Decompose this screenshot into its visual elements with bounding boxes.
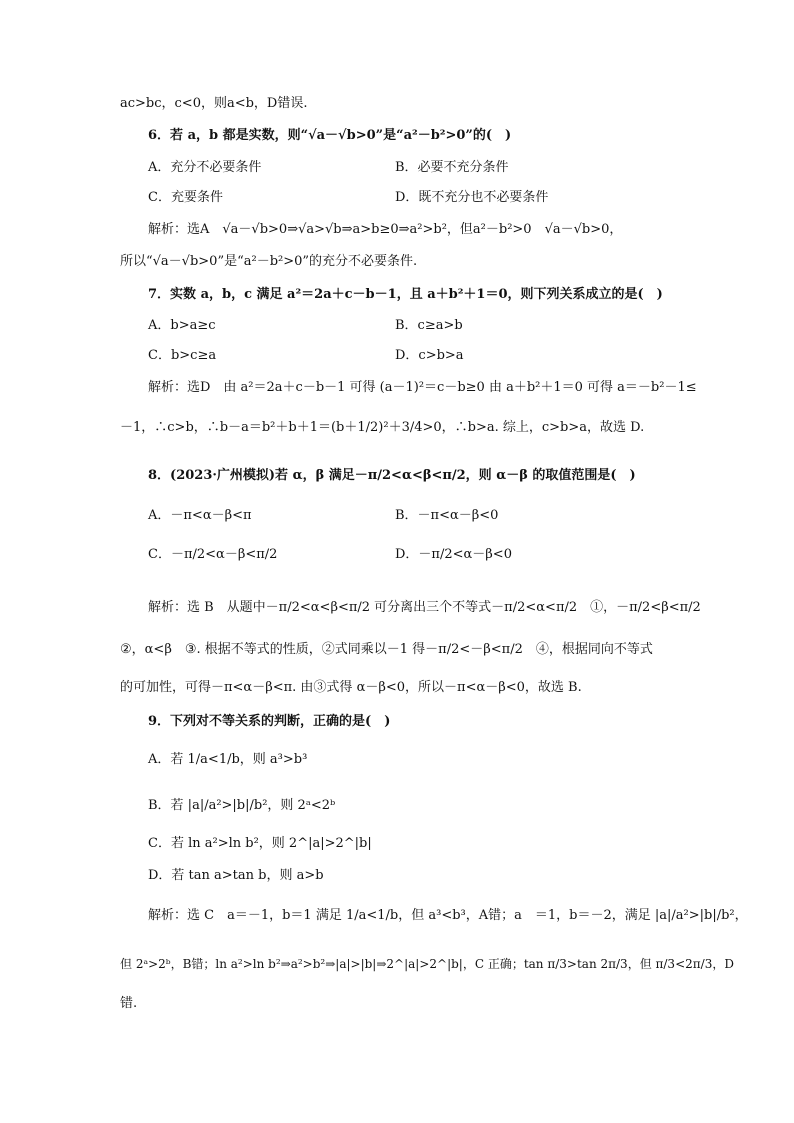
option-c: C．若 ln a²>ln b²，则 2^|a|>2^|b| <box>148 836 372 851</box>
question-6: 6．若 a，b 都是实数，则“√a－√b>0”是“a²－b²>0”的( ) <box>148 128 512 143</box>
solution-line: 错. <box>120 996 138 1011</box>
option-d: D．c>b>a <box>395 348 464 363</box>
question-8: 8．(2023·广州模拟)若 α，β 满足－π/2<α<β<π/2，则 α－β 的取值范围是( ) <box>148 468 636 483</box>
option-b: B．必要不充分条件 <box>395 160 509 175</box>
option-a: A．b>a≥c <box>148 318 216 333</box>
option-d: D．既不充分也不必要条件 <box>395 190 549 205</box>
solution-line: 所以“√a－√b>0”是“a²－b²>0”的充分不必要条件. <box>120 254 418 269</box>
option-d: D．若 tan a>tan b，则 a>b <box>148 868 324 883</box>
solution-line: 解析：选A √a－√b>0⇒√a>√b⇒a>b≥0⇒a²>b²，但a²－b²>0 √a－√b>0， <box>148 222 623 237</box>
text-line: ac>bc，c<0，则a<b，D错误. <box>120 96 308 111</box>
solution-line: 但 2ᵃ>2ᵇ，B错；ln a²>ln b²⇒a²>b²⇒|a|>|b|⇒2^|a|>2^|b|，C 正确；tan π/3>tan 2π/3，但 π/3<2π/3，D <box>120 957 734 971</box>
solution-line: －1，∴c>b，∴b－a＝b²＋b＋1＝(b＋1/2)²＋3/4>0，∴b>a. 综上，c>b>a，故选 D. <box>120 420 645 435</box>
option-a: A．－π<α－β<π <box>148 508 252 523</box>
solution-line: 的可加性，可得－π<α－β<π. 由③式得 α－β<0，所以－π<α－β<0，故选 B. <box>120 680 582 695</box>
option-c: C．b>c≥a <box>148 348 217 363</box>
option-a: A．若 1/a<1/b，则 a³>b³ <box>148 752 308 767</box>
option-b: B．c≥a>b <box>395 318 463 333</box>
solution-line: ②，α<β ③. 根据不等式的性质，②式同乘以－1 得－π/2<－β<π/2 ④，根据同向不等式 <box>120 642 653 657</box>
solution-line: 解析：选 B 从题中－π/2<α<β<π/2 可分离出三个不等式－π/2<α<π/2 ①，－π/2<β<π/2 <box>148 600 701 615</box>
option-c: C．充要条件 <box>148 190 223 205</box>
solution-line: 解析：选 C a＝－1，b＝1 满足 1/a<1/b，但 a³<b³，A错；a ＝1，b＝－2，满足 |a|/a²>|b|/b²， <box>148 908 748 923</box>
option-d: D．－π/2<α－β<0 <box>395 547 512 562</box>
question-9: 9．下列对不等关系的判断，正确的是( ) <box>148 714 391 729</box>
option-b: B．若 |a|/a²>|b|/b²，则 2ᵃ<2ᵇ <box>148 798 336 813</box>
option-c: C．－π/2<α－β<π/2 <box>148 547 278 562</box>
solution-line: 解析：选D 由 a²＝2a＋c－b－1 可得 (a－1)²＝c－b≥0 由 a＋b²＋1＝0 可得 a＝－b²－1≤ <box>148 380 697 395</box>
option-b: B．－π<α－β<0 <box>395 508 499 523</box>
option-a: A．充分不必要条件 <box>148 160 262 175</box>
question-7: 7．实数 a，b，c 满足 a²＝2a＋c－b－1，且 a＋b²＋1＝0，则下列关系成立的是( ) <box>148 287 663 302</box>
